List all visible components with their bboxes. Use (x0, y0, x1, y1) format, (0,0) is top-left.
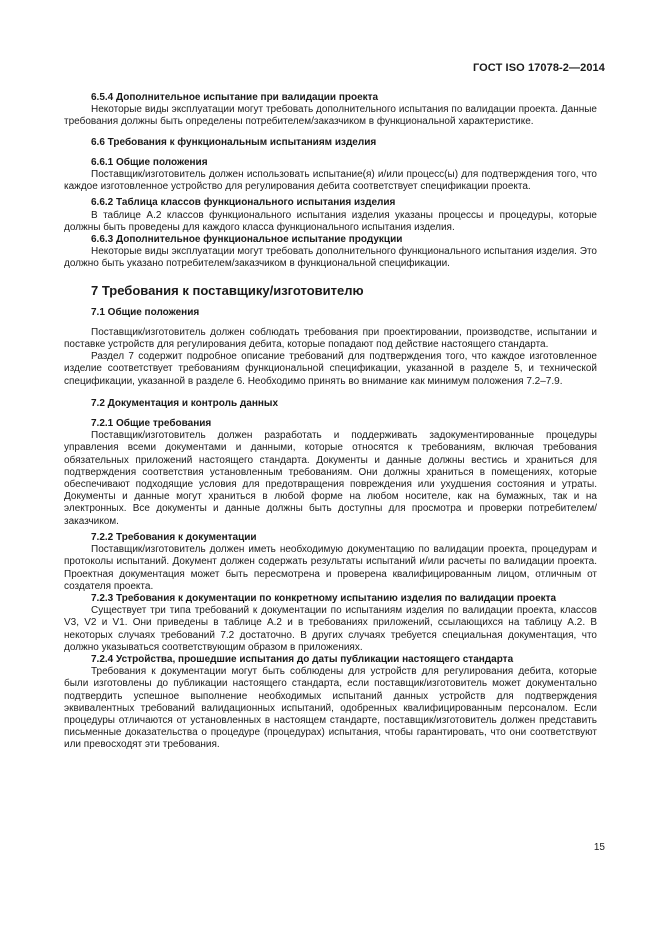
heading-7: 7 Требования к поставщику/изготовителю (91, 282, 364, 298)
heading-7-2-1: 7.2.1 Общие требования (91, 418, 212, 430)
heading-7-2-2: 7.2.2 Требования к документации (91, 531, 257, 543)
heading-7-2-4: 7.2.4 Устройства, прошедшие испытания до даты публикации настоящего стандарта (91, 653, 514, 665)
heading-6-5-4: 6.5.4 Дополнительное испытание при валидации проекта (91, 92, 379, 103)
page-number: 15 (593, 842, 605, 853)
paragraph-7-2-2: Поставщик/изготовитель должен иметь необходимую документацию по валидации проекта, процедурам и протоколы испытаний. Документ должен содержать результаты испытаний и/или расчеты по валидации проекта. Проектная документация может быть пересмотрена и проверена квалифицированным лицом, отличным от создателя проекта. (64, 544, 597, 592)
page-content (64, 92, 597, 752)
paragraph-6-6-3: Некоторые виды эксплуатации могут требовать дополнительного функционального испытания изделия. Это должно быть указано потребителем/заказчиком в функциональной спецификации. (64, 246, 597, 270)
paragraph-7-2-1: Поставщик/изготовитель должен разработать и поддерживать задокументированные процедуры управления всеми документами и данными, которые относятся к требованиям, включая требования обязательных приложений настоящего стандарта. Документы и данные должны вестись и храниться для подтверждения соответствия установленным требованиям. Они должны храниться в помещениях, которые обеспечивают подходящие условия для предотвращения повреждения или ухудшения состояния и утраты. Документы и данные могут храниться в любой форме на любом носителе, как на бумажных, так и на электронных. Все документы и данные должны быть доступны для просмотра и проверки потребителем/заказчиком. (64, 430, 597, 527)
paragraph-6-6-2: В таблице А.2 классов функционального испытания изделия указаны процессы и процедуры, которые должны быть проведены для каждого класса функционального испытания изделия. (64, 209, 597, 233)
paragraph-6-5-4: Некоторые виды эксплуатации могут требовать дополнительного испытания по валидации проекта. Данные требования должны быть определены потребителем/заказчиком в функциональной характеристике. (64, 104, 597, 128)
paragraph-7-1-a: Поставщик/изготовитель должен соблюдать требования при проектировании, производстве, испытании и поставке устройств для регулирования дебита, которые попадают под действие настоящего стандарта. (64, 326, 597, 351)
heading-6-6-1: 6.6.1 Общие положения (91, 156, 208, 168)
paragraph-7-2-3: Существует три типа требований к документации по испытаниям изделия по валидации проекта, классов V3, V2 и V1. Они приведены в таблице А.2 и в требованиях приложений, ссылающихся на таблицу А.2. В некоторых случаях требований 7.2 достаточно. В других случаях требуется специальная документация, что должно указываться соответствующим образом в приложениях. (64, 605, 597, 653)
heading-6-6: 6.6 Требования к функциональным испытаниям изделия (91, 136, 377, 148)
document-header-id: ГОСТ ISO 17078-2—2014 (472, 62, 605, 74)
paragraph-6-6-1: Поставщик/изготовитель должен использовать испытание(я) и/или процесс(ы) для подтверждения того, что каждое изготовленное устройство для регулирования дебита соответствует спецификации проекта. (64, 169, 597, 193)
heading-7-1: 7.1 Общие положения (91, 306, 200, 318)
paragraph-7-2-4: Требования к документации могут быть соблюдены для устройств для регулирования дебита, которые были изготовлены до публикации настоящего стандарта, если поставщик/изготовитель может документально подтвердить успешное выполнение необходимых испытаний данных устройств для подтверждения эквивалентных требований валидационных испытаний, одобренных квалифицированным персоналом. Если процедуры отличаются от установленных в настоящем стандарте, поставщик/изготовитель должен представить письменные доказательства о процедуре (процедурах) испытания, чтобы гарантировать, что они соответствуют или превосходят эти требования. (64, 666, 597, 751)
paragraph-7-1-b: Раздел 7 содержит подробное описание требований для подтверждения того, что каждое изготовленное изделие соответствует требованиям функциональной спецификации, указанной в разделе 5, и технической спецификации, указанной в разделе 6. Необходимо принять во внимание как минимум положения 7.2–7.9. (64, 351, 597, 387)
heading-7-2-3: 7.2.3 Требования к документации по конкретному испытанию изделия по валидации проекта (91, 592, 557, 604)
heading-6-6-2: 6.6.2 Таблица классов функционального испытания изделия (91, 197, 396, 209)
heading-6-6-3: 6.6.3 Дополнительное функциональное испытание продукции (91, 234, 403, 246)
heading-7-2: 7.2 Документация и контроль данных (91, 397, 279, 409)
